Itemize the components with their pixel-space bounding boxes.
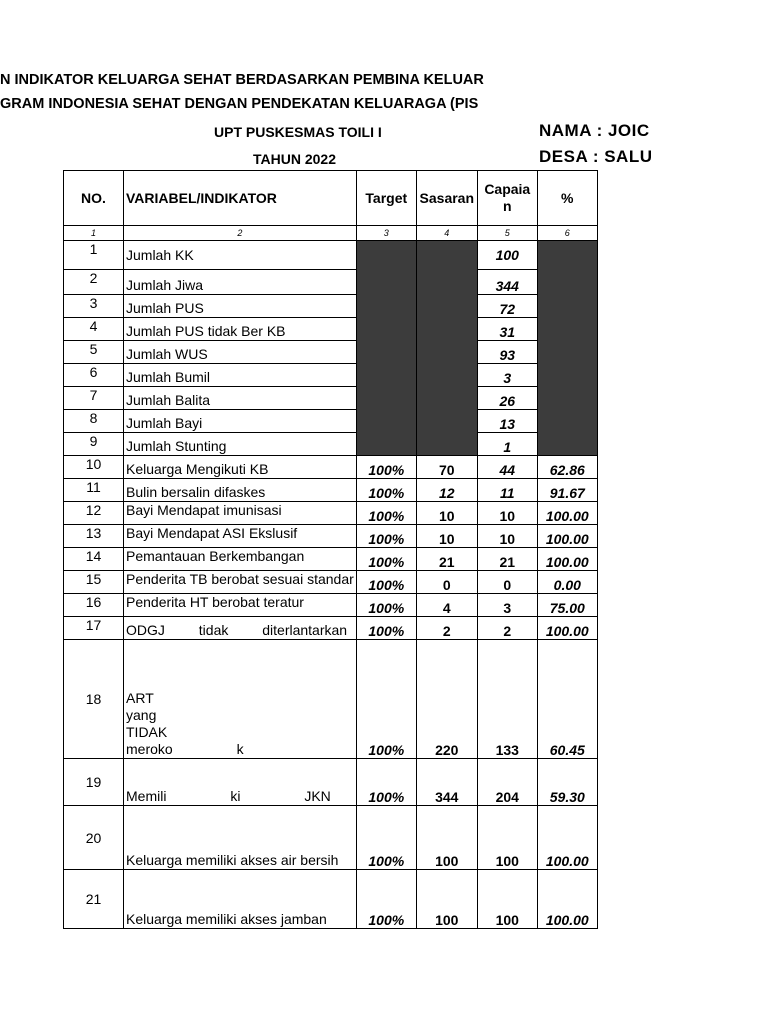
row-number: 19 [64,759,124,806]
column-number: 1 [64,226,124,241]
shaded-target-cell [356,241,416,456]
row-number: 20 [64,806,124,870]
row-capaian: 3 [477,594,537,617]
row-number: 5 [64,341,124,364]
row-sasaran: 344 [416,759,477,806]
row-number: 4 [64,318,124,341]
shaded-percent-cell [537,241,597,456]
unit-name: UPT PUSKESMAS TOILI I [214,124,382,140]
row-label: ART yang TIDAK meroko k [124,640,357,759]
header-variable: VARIABEL/INDIKATOR [124,171,357,226]
row-label: Bulin bersalin difaskes [124,479,357,502]
desa-label: DESA : SALU [539,147,653,166]
row-label: Penderita TB berobat sesuai standar [124,571,357,594]
column-number: 4 [416,226,477,241]
row-number: 12 [64,502,124,525]
row-number: 18 [64,640,124,759]
row-number: 17 [64,617,124,640]
shaded-sasaran-cell [416,241,477,456]
row-target: 100% [356,870,416,929]
row-capaian: 10 [477,525,537,548]
row-percent: 0.00 [537,571,597,594]
row-percent: 100.00 [537,617,597,640]
row-number: 10 [64,456,124,479]
row-label: Keluarga memiliki akses jamban [124,870,357,929]
header-target: Target [356,171,416,226]
row-percent: 100.00 [537,548,597,571]
row-sasaran: 100 [416,806,477,870]
row-sasaran: 10 [416,502,477,525]
table-row [64,433,598,456]
table-row [64,295,598,318]
row-label: Penderita HT berobat teratur [124,594,357,617]
indicator-table [63,170,598,929]
table-row [64,456,598,479]
table-header-row [64,171,598,226]
row-percent: 75.00 [537,594,597,617]
row-percent: 100.00 [537,806,597,870]
row-sasaran: 220 [416,640,477,759]
row-capaian: 0 [477,571,537,594]
header-no: NO. [64,171,124,226]
row-label: Jumlah PUS tidak Ber KB [124,318,357,341]
table-row [64,525,598,548]
row-number: 13 [64,525,124,548]
row-percent: 100.00 [537,525,597,548]
row-target: 100% [356,759,416,806]
row-label: Jumlah KK [124,241,357,270]
row-capaian: 31 [477,318,537,341]
row-number: 14 [64,548,124,571]
column-number: 3 [356,226,416,241]
row-capaian: 21 [477,548,537,571]
row-target: 100% [356,456,416,479]
row-sasaran: 4 [416,594,477,617]
row-label: Jumlah PUS [124,295,357,318]
row-number: 3 [64,295,124,318]
table-row [64,364,598,387]
table-row [64,759,598,806]
header-capaian: Capaia n [477,171,537,226]
column-number: 6 [537,226,597,241]
row-sasaran: 70 [416,456,477,479]
row-capaian: 44 [477,456,537,479]
table-row [64,410,598,433]
table-row [64,617,598,640]
row-percent: 59.30 [537,759,597,806]
row-label: Bayi Mendapat ASI Ekslusif [124,525,357,548]
row-label: Bayi Mendapat imunisasi [124,502,357,525]
row-capaian: 11 [477,479,537,502]
row-sasaran: 12 [416,479,477,502]
row-capaian: 26 [477,387,537,410]
row-label: Keluarga Mengikuti KB [124,456,357,479]
table-row [64,479,598,502]
row-number: 1 [64,241,124,270]
row-target: 100% [356,617,416,640]
row-label: Jumlah WUS [124,341,357,364]
row-number: 6 [64,364,124,387]
row-number: 9 [64,433,124,456]
table-row [64,594,598,617]
row-target: 100% [356,525,416,548]
row-capaian: 133 [477,640,537,759]
column-number: 2 [124,226,357,241]
document-title-line-2: GRAM INDONESIA SEHAT DENGAN PENDEKATAN KELUARAGA (PIS [0,96,479,112]
row-capaian: 1 [477,433,537,456]
row-label: Jumlah Bayi [124,410,357,433]
row-target: 100% [356,571,416,594]
row-target: 100% [356,479,416,502]
table-row [64,806,598,870]
column-number: 5 [477,226,537,241]
header-percent: % [537,171,597,226]
row-number: 7 [64,387,124,410]
table-row [64,387,598,410]
row-label: Jumlah Jiwa [124,270,357,295]
row-capaian: 3 [477,364,537,387]
row-sasaran: 2 [416,617,477,640]
table-row [64,502,598,525]
row-target: 100% [356,640,416,759]
row-percent: 91.67 [537,479,597,502]
row-number: 8 [64,410,124,433]
row-sasaran: 100 [416,870,477,929]
row-number: 11 [64,479,124,502]
row-target: 100% [356,502,416,525]
row-capaian: 100 [477,241,537,270]
row-capaian: 100 [477,870,537,929]
nama-label: NAMA : JOIC [539,121,650,140]
table-row [64,341,598,364]
row-capaian: 344 [477,270,537,295]
row-percent: 100.00 [537,870,597,929]
row-capaian: 13 [477,410,537,433]
row-target: 100% [356,806,416,870]
row-sasaran: 10 [416,525,477,548]
row-target: 100% [356,548,416,571]
row-capaian: 72 [477,295,537,318]
row-percent: 100.00 [537,502,597,525]
row-percent: 60.45 [537,640,597,759]
row-label: Keluarga memiliki akses air bersih [124,806,357,870]
header-sasaran: Sasaran [416,171,477,226]
row-capaian: 93 [477,341,537,364]
row-label: Jumlah Balita [124,387,357,410]
row-label: ODGJ tidak diterlantarkan [124,617,357,640]
row-label: Jumlah Bumil [124,364,357,387]
table-row [64,318,598,341]
row-sasaran: 0 [416,571,477,594]
row-number: 2 [64,270,124,295]
table-row [64,870,598,929]
document-title-line-1: N INDIKATOR KELUARGA SEHAT BERDASARKAN PEMBINA KELUAR [0,72,484,88]
table-row [64,571,598,594]
column-number-row [64,226,598,241]
table-row [64,270,598,295]
report-year: TAHUN 2022 [253,151,336,167]
table-row [64,640,598,759]
row-number: 15 [64,571,124,594]
row-capaian: 10 [477,502,537,525]
row-number: 16 [64,594,124,617]
table-row [64,548,598,571]
table-row [64,241,598,270]
row-percent: 62.86 [537,456,597,479]
row-label: Memili ki JKN [124,759,357,806]
row-label: Jumlah Stunting [124,433,357,456]
row-capaian: 204 [477,759,537,806]
row-capaian: 100 [477,806,537,870]
row-sasaran: 21 [416,548,477,571]
row-capaian: 2 [477,617,537,640]
row-number: 21 [64,870,124,929]
row-label: Pemantauan Berkembangan [124,548,357,571]
row-target: 100% [356,594,416,617]
